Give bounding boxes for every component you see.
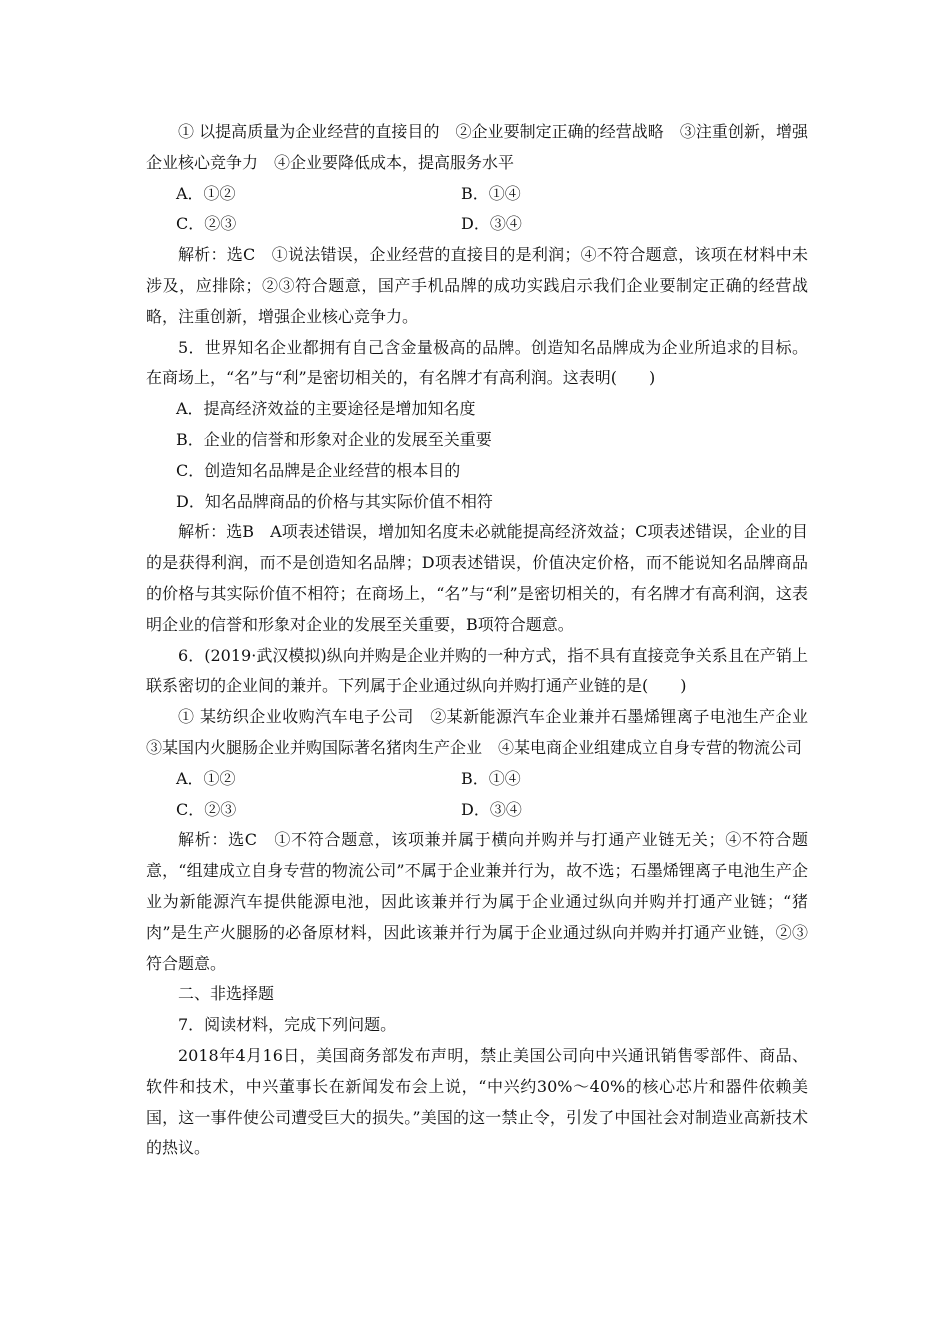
q4-options-row-1 [146,179,808,210]
q5-analysis: 解析：选B A项表述错误，增加知名度未必就能提高经济效益；C项表述错误，企业的目的是获得利润，而不是创造知名品牌；D项表述错误，价值决定价格，而不能说知名品牌商品的价格与其实际价值不相符；在商场上，“名”与“利”是密切相关的，有名牌才有高利润，这表明企业的信誉和形象对企业的发展至关重要，B项符合题意。 [146,522,808,634]
q4-option-c: C．②③ [176,214,237,234]
q4-options-row-2 [146,209,808,240]
q7-stem: 7．阅读材料，完成下列问题。 [178,1015,397,1035]
q6-option-d: D．③④ [461,799,522,819]
q5-option-d: D．知名品牌商品的价格与其实际价值不相符 [176,491,493,511]
q6-option-c: C．②③ [176,799,237,819]
q4-option-a: A．①② [176,183,236,203]
q4-option-d: D．③④ [461,214,522,234]
q6-stem: 6．(2019·武汉模拟)纵向并购是企业并购的一种方式，指不具有直接竞争关系且在产销上联系密切的企业间的兼并。下列属于企业通过纵向并购打通产业链的是( ) [146,645,808,696]
q7-material: 2018年4月16日，美国商务部发布声明，禁止美国公司向中兴通讯销售零部件、商品、软件和技术，中兴董事长在新闻发布会上说，“中兴约30%～40%的核心芯片和器件依赖美国，这一事件使公司遭受巨大的损失。”美国的这一禁止令，引发了中国社会对制造业高新技术的热议。 [146,1045,808,1158]
q5-option-c: C．创造知名品牌是企业经营的根本目的 [176,460,461,480]
section-heading: 二、非选择题 [178,984,275,1004]
q6-option-b: B．①④ [461,768,521,788]
q6-options-row-1 [146,764,808,795]
q5-stem: 5．世界知名企业都拥有自己含金量极高的品牌。创造知名品牌成为企业所追求的目标。在商场上，“名”与“利”是密切相关的，有名牌才有高利润。这表明( ) [146,337,808,388]
q4-analysis: 解析：选C ①说法错误，企业经营的直接目的是利润；④不符合题意，该项在材料中未涉及，应排除；②③符合题意，国产手机品牌的成功实践启示我们企业要制定正确的经营战略，注重创新，增强企业核心竞争力。 [146,245,808,326]
q6-statements: ① 某纺织企业收购汽车电子公司 ②某新能源汽车企业兼并石墨烯锂离子电池生产企业 ③某国内火腿肠企业并购国际著名猪肉生产企业 ④某电商企业组建成立自身专营的物流公司 [146,707,825,757]
q4-statements: ① 以提高质量为企业经营的直接目的 ②企业要制定正确的经营战略 ③注重创新，增强企业核心竞争力 ④企业要降低成本，提高服务水平 [146,122,808,172]
q5-option-a: A．提高经济效益的主要途径是增加知名度 [176,399,476,419]
q6-options-row-2 [146,795,808,826]
q6-option-a: A．①② [176,768,236,788]
q5-option-b: B．企业的信誉和形象对企业的发展至关重要 [176,429,492,449]
document-page [146,117,825,1164]
q6-analysis: 解析：选C ①不符合题意，该项兼并属于横向并购并与打通产业链无关；④不符合题意，“组建成立自身专营的物流公司”不属于企业兼并行为，故不选；石墨烯锂离子电池生产企业为新能源汽车提供能源电池，因此该兼并行为属于企业通过纵向并购并打通产业链；“猪肉”是生产火腿肠的必备原材料，因此该兼并行为属于企业通过纵向并购并打通产业链，②③符合题意。 [146,830,808,973]
q4-option-b: B．①④ [461,183,521,203]
